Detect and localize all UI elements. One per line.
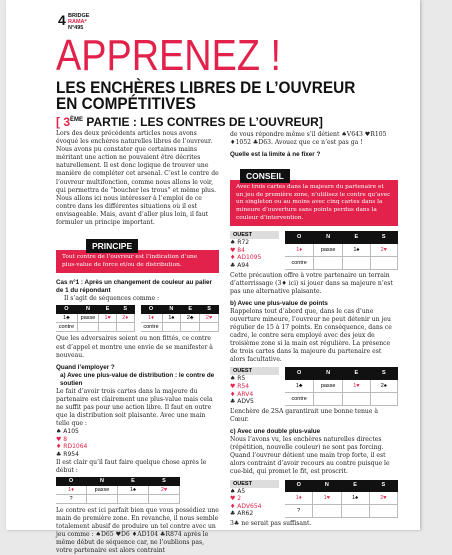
bidding-table xyxy=(56,477,180,504)
bid-cell: 1♣ xyxy=(56,314,77,323)
bidding-table xyxy=(285,480,398,518)
seat-header: S xyxy=(370,231,397,243)
example-1 xyxy=(230,231,398,269)
bidding-row xyxy=(285,256,397,269)
bid-cell: 1♣ xyxy=(285,380,314,393)
headline-apprenez: APPRENEZ ! xyxy=(56,31,281,80)
bid-cell xyxy=(341,505,369,518)
bid-cell: 1♥ xyxy=(99,314,117,323)
seat-header: O xyxy=(141,305,163,314)
brand-logo: BRIDGE RAMA* N°495 xyxy=(68,13,90,31)
hand-suit-line: ♥ 8 xyxy=(56,435,68,443)
cas1-title: Cas n°1 : Après un changement de couleur au palier de 1 du répondant xyxy=(56,279,212,295)
bidding-row xyxy=(56,314,134,323)
seat-header: E xyxy=(99,305,117,314)
bid-cell: 1♦ xyxy=(56,485,87,494)
bid-cell: 2♥ xyxy=(149,485,180,494)
seat-header: E xyxy=(341,480,369,492)
section-a-text: Le fait d’avoir trois cartes dans la majeure du partenaire est clairement une plus-value mais cela ne suffit pas pour une action libre. Il faut en outre que la distribution soit plaisante. Avec une main telle que : xyxy=(56,387,213,428)
hand-suit-line: ♠ A105 xyxy=(56,428,79,436)
bid-cell: contre xyxy=(141,323,163,332)
bidding-row xyxy=(285,392,397,405)
bidding-row xyxy=(285,380,397,393)
hand-suit-line: ♣ ADV5 xyxy=(230,398,254,406)
page-number: 4 xyxy=(58,12,66,28)
hand-diagram xyxy=(56,428,219,458)
bidding-header-row xyxy=(56,477,180,486)
bidding-header-row xyxy=(285,231,397,243)
seat-header: E xyxy=(343,367,370,379)
paragraph: de vous répondre même s’il détient ♠V643 ♥R105 ♦1052 ♣D63. Avouez que ce n’est pas ga ! xyxy=(230,131,387,147)
paragraph: Que les adversaires soient ou non fittés, ce contre est d’appel et montre une envie de se manifester à nouveau. xyxy=(56,335,213,359)
bid-cell: passe xyxy=(87,485,118,494)
seat-header: S xyxy=(369,480,397,492)
cas1-tables xyxy=(56,305,219,332)
bidding-row xyxy=(285,505,397,518)
ouest-label: OUEST xyxy=(230,367,279,375)
principe-block xyxy=(56,231,219,273)
bid-cell: ? xyxy=(285,505,313,518)
seat-header: N xyxy=(314,367,343,379)
intro-paragraph: Lors des deux précédents articles nous avons évoqué les enchères naturelles libres de l’ouvreur. Nous avons pu constater que certaines mains méritant une action ne pouvaient être décrites naturellement. Il est donc logique de trouver une manière de compléter cet arsenal. C’est le contre de l’ouvreur multifonction, comme nous allons le voir, qui permettra de “boucher les trous” et même plus. Nous allons ici nous intéresser à l’emploi de ce contre dans les différentes situations où il est envisageable. Mais, avant d’aller plus loin, il faut formuler un principe important. xyxy=(56,130,219,227)
limit-question: Quelle est la limite à ne fixer ? xyxy=(230,151,321,159)
article-subtitle: [ 3ÈME PARTIE : LES CONTRES DE L’OUVREUR] xyxy=(56,115,323,129)
cas1-sub: Il s’agit de séquences comme : xyxy=(64,295,160,303)
bid-cell: 1♠ xyxy=(341,492,369,505)
hand-suit-line: ♥ R54 xyxy=(230,383,250,391)
seat-header: S xyxy=(116,305,134,314)
bid-cell xyxy=(343,392,370,405)
hand-suit-line: ♦ ARV4 xyxy=(230,390,254,398)
seat-header: N xyxy=(314,231,343,243)
hand-diagram xyxy=(230,375,279,405)
bid-cell: 1♠ xyxy=(162,314,181,323)
bid-cell xyxy=(200,323,219,332)
seat-header: N xyxy=(77,305,99,314)
paragraph: Cette précaution offre à votre partenaire un terrain d’atterrissage (3♦ ici) si jouer dans sa majeure n’est pas une alternative plaisante. xyxy=(230,271,393,295)
bid-cell: 1♥ xyxy=(313,492,341,505)
paragraph: Le contre est ici parfait bien que vous possédiez une main de première zone. En revanche, il nous semble totalement abusif de produire un tel contre avec un jeu comme : ♠D65 ♥D6 ♦AD104 ♣R874 après le même début de séquence car, ne l’oublions pas, votre partenaire est alors contraint xyxy=(56,506,219,555)
seat-header: E xyxy=(343,231,370,243)
bid-cell xyxy=(370,256,397,269)
left-column xyxy=(56,130,219,555)
section-b-title: b) Avec une plus-value de points xyxy=(230,299,328,307)
seat-header: O xyxy=(285,367,314,379)
section-a-title: a) Avec une plus-value de distribution : le contre de soutien xyxy=(60,371,215,387)
principe-tag: PRINCIPE xyxy=(86,239,138,253)
hand-suit-line: ♠ R5 xyxy=(230,375,246,383)
bidding-row xyxy=(56,323,134,332)
bid-cell: contre xyxy=(285,256,314,269)
seat-header: N xyxy=(313,480,341,492)
bid-cell: 1♦ xyxy=(285,492,313,505)
hand-suit-line: ♣ AR62 xyxy=(230,510,254,518)
bid-cell: 1♦ xyxy=(285,243,314,256)
seat-header: N xyxy=(162,305,181,314)
section-c-title: c) Avec une double plus-value xyxy=(230,428,321,436)
bid-cell xyxy=(314,392,343,405)
bid-cell: 2♥ xyxy=(369,492,397,505)
hand-diagram xyxy=(230,239,279,269)
bid-cell xyxy=(314,256,343,269)
bid-cell xyxy=(369,505,397,518)
paragraph: 3♣ ne serait pas suffisant. xyxy=(230,519,312,527)
seat-header: O xyxy=(56,305,77,314)
hand-suit-line: ♥ 2 xyxy=(230,495,242,503)
bidding-table xyxy=(285,367,398,405)
hand-suit-line: ♣ R954 xyxy=(56,450,79,458)
section-b-text: Rappelons tout d’abord que, dans le cas d’une ouverture mineure, l’ouvreur ne peut détenir un jeu régulier de 15 à 17 points. En conséquence, dans ce cadre, le contre sera employé avec des jeux de troisième zone si la main est régulière. La présence de trois cartes dans la majeure du partenaire est alors facultative. xyxy=(230,307,392,364)
ouest-label: OUEST xyxy=(230,231,279,239)
hand-suit-line: ♦ ADV654 xyxy=(230,502,262,510)
hand-suit-line: ♣ A94 xyxy=(230,261,250,269)
bid-cell: 2♥ xyxy=(200,314,219,323)
seat-header: S xyxy=(370,367,397,379)
bid-cell: 1♥ xyxy=(343,380,370,393)
section-c-text: Nous l’avons vu, les enchères naturelles directes (répétition, nouvelle couleur) ne sont pas forcing. Quand l’ouvreur détient une main trop forte, il est alors contraint d’avoir recours au contre puisque le cue-bid, qui promet le fit, est proscrit. xyxy=(230,436,390,476)
seat-header: E xyxy=(181,305,200,314)
bid-cell: 1♠ xyxy=(343,243,370,256)
bid-cell: 2♦ xyxy=(116,314,134,323)
bid-cell xyxy=(116,323,134,332)
bidding-row xyxy=(141,323,219,332)
bid-cell: 2♠ xyxy=(370,380,397,393)
bid-cell xyxy=(313,505,341,518)
bidding-row xyxy=(56,494,180,503)
hand-suit-line: ♦ RD1064 xyxy=(56,443,88,451)
conseil-box: Avec trois cartes dans la majeure du partenaire et un jeu de première zone, n’utilisez le contre qu’avec un singleton ou au moins avec cinq cartes dans la mineure d’ouverture sans points perdus dans la couleur d’intervention. xyxy=(230,180,398,226)
bidding-header-row xyxy=(56,305,134,314)
example-2 xyxy=(230,367,398,405)
bid-cell: contre xyxy=(285,392,314,405)
seat-header: S xyxy=(149,477,180,486)
article-title: LES ENCHÈRES LIBRES DE L’OUVREUR EN COMPÉTITIVES xyxy=(56,79,356,113)
hand-suit-line: ♠ A5 xyxy=(230,487,246,495)
bidding-table xyxy=(56,305,135,332)
bid-cell xyxy=(370,392,397,405)
magazine-page xyxy=(6,0,420,555)
bid-cell xyxy=(162,323,181,332)
bidding-table xyxy=(285,231,398,269)
seat-header: N xyxy=(87,477,118,486)
bid-cell: passe xyxy=(314,380,343,393)
right-column xyxy=(230,131,398,528)
principe-box: Tout contre de l’ouvreur est l’indication d’une plus-value de force et/ou de distribution. xyxy=(56,250,219,273)
bid-cell: ? xyxy=(56,494,87,503)
bid-cell: 2♥ xyxy=(370,243,397,256)
bid-cell: 2♣ xyxy=(181,314,200,323)
bidding-row xyxy=(285,492,397,505)
bidding-header-row xyxy=(285,367,397,379)
quand-title: Quand l’employer ? xyxy=(56,363,115,371)
conseil-block xyxy=(230,161,398,226)
bid-cell xyxy=(118,494,149,503)
bid-cell: 1♦ xyxy=(141,314,163,323)
hand-suit-line: ♠ R72 xyxy=(230,239,250,247)
seat-header: O xyxy=(285,480,313,492)
bid-cell xyxy=(99,323,117,332)
hand-suit-line: ♦ AD1095 xyxy=(230,254,262,262)
paragraph: L’enchère de 2SA garantirait une bonne tenue à Cœur. xyxy=(230,407,379,423)
bid-cell: contre xyxy=(56,323,77,332)
bidding-header-row xyxy=(285,480,397,492)
bidding-header-row xyxy=(141,305,219,314)
example-3 xyxy=(230,480,398,518)
ouest-label: OUEST xyxy=(230,480,279,488)
seat-header: O xyxy=(56,477,87,486)
hand-suit-line: ♥ 84 xyxy=(230,246,245,254)
seat-header: O xyxy=(285,231,314,243)
seat-header: S xyxy=(200,305,219,314)
bidding-row xyxy=(141,314,219,323)
bid-cell xyxy=(343,256,370,269)
hand-diagram xyxy=(230,488,279,518)
bid-cell: passe xyxy=(77,314,99,323)
bid-cell: 1♠ xyxy=(118,485,149,494)
bid-cell xyxy=(87,494,118,503)
bidding-row xyxy=(56,485,180,494)
bid-cell xyxy=(77,323,99,332)
seat-header: E xyxy=(118,477,149,486)
conseil-tag: CONSEIL xyxy=(240,169,290,183)
bidding-row xyxy=(285,243,397,256)
bid-cell xyxy=(149,494,180,503)
bidding-table xyxy=(141,305,220,332)
bid-cell xyxy=(181,323,200,332)
bid-cell: passe xyxy=(314,243,343,256)
paragraph: Il est clair qu’il faut faire quelque chose après le début : xyxy=(56,458,207,474)
